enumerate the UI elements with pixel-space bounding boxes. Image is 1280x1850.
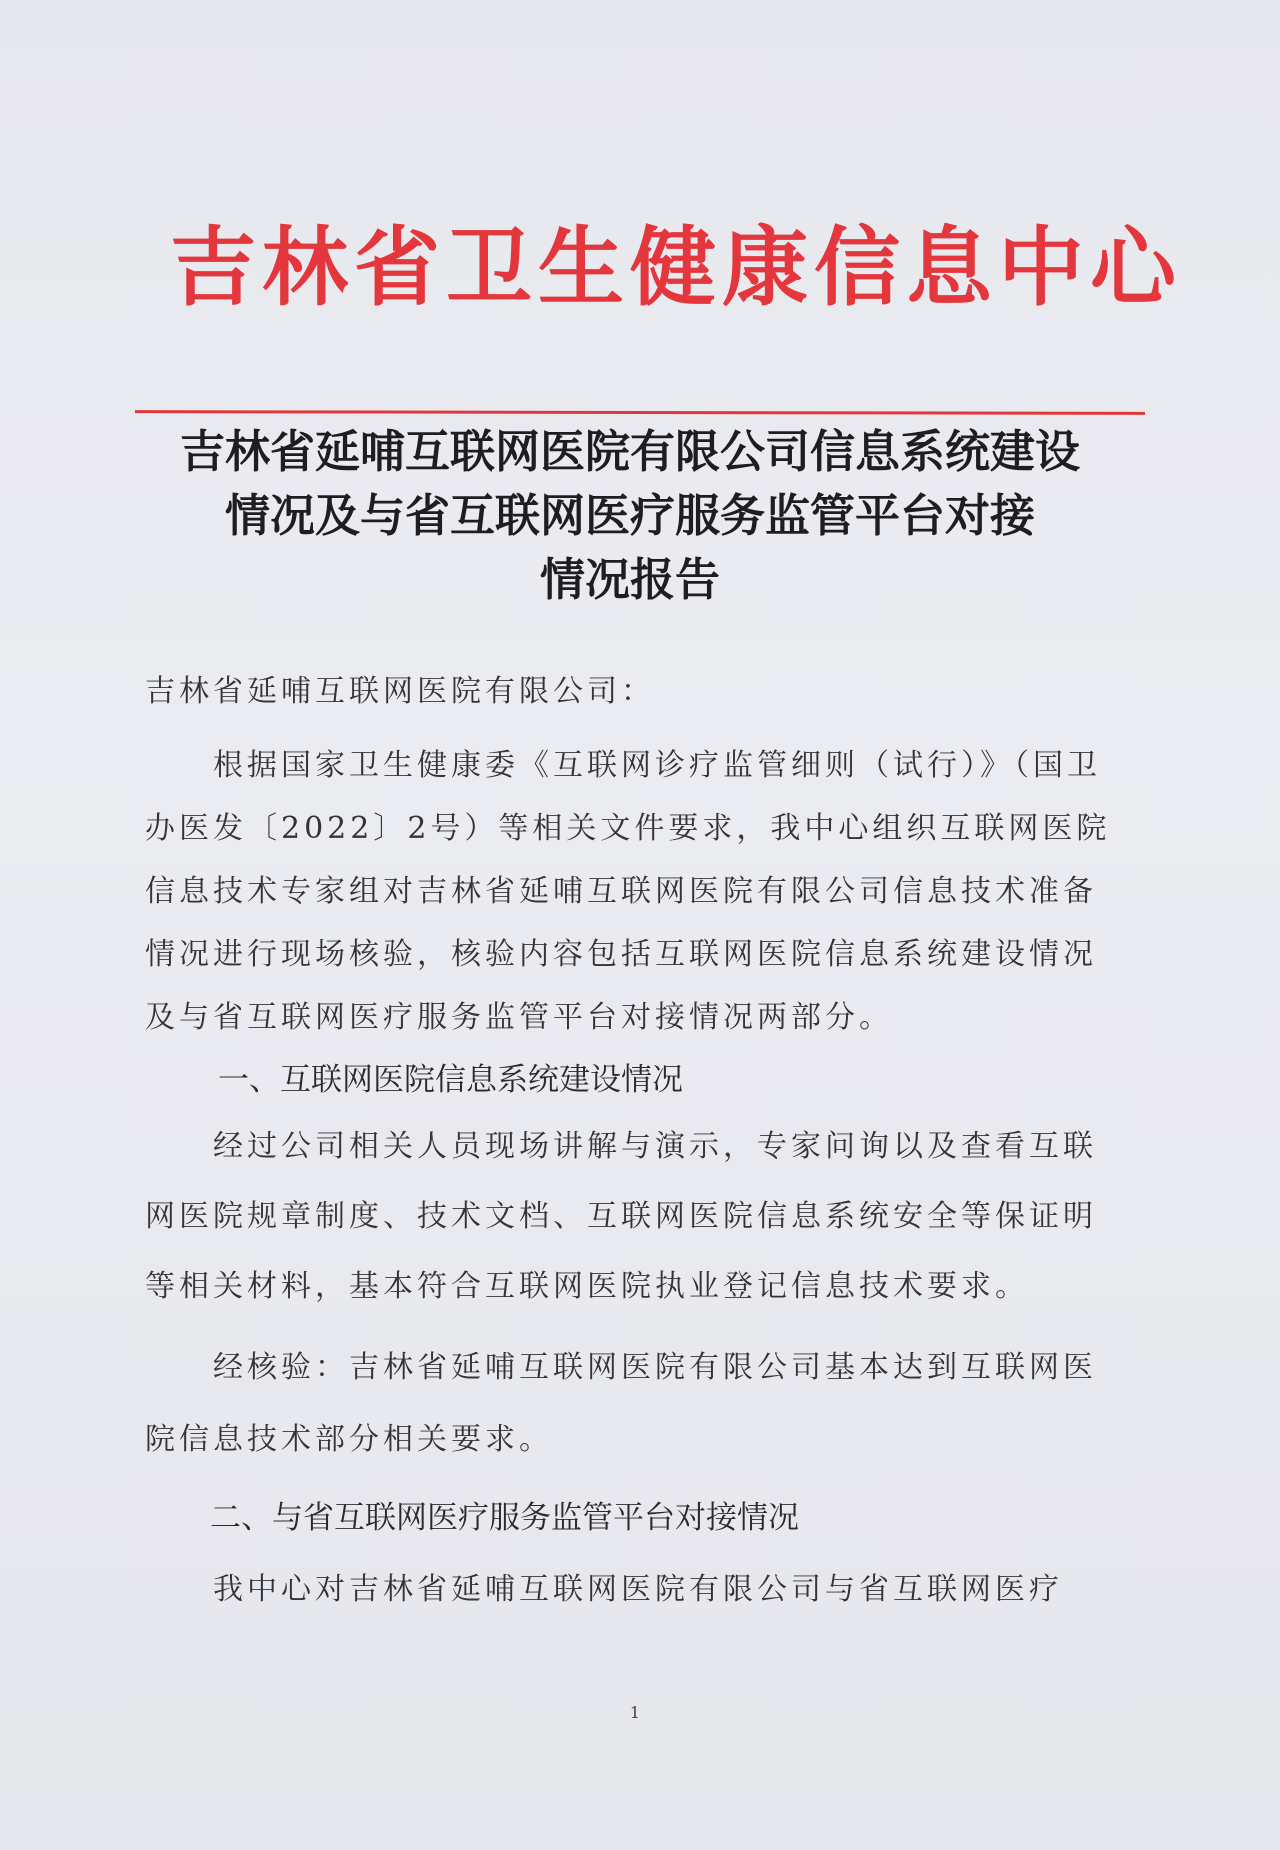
section-heading-2: 二、与省互联网医疗服务监管平台对接情况 <box>210 1500 799 1536</box>
salutation: 吉林省延哺互联网医院有限公司： <box>145 674 655 709</box>
page-number: 1 <box>629 1703 641 1722</box>
paragraph-section1-findings: 经过公司相关人员现场讲解与演示，专家问询以及查看互联网医院规章制度、技术文档、互联网医院信息系统安全等保证明等相关材料，基本符合互联网医院执业登记信息技术要求。 <box>145 1129 1097 1304</box>
letterhead-red-rule <box>135 410 1145 415</box>
title-line-2: 情况及与省互联网医疗服务监管平台对接 <box>224 489 1035 542</box>
letterhead-org-name: 吉林省卫生健康信息中心 <box>170 218 1182 318</box>
paragraph-section1-conclusion: 经核验：吉林省延哺互联网医院有限公司基本达到互联网医院信息技术部分相关要求。 <box>145 1350 1097 1457</box>
document-title <box>130 420 1130 612</box>
paragraph-section2-start: 我中心对吉林省延哺互联网医院有限公司与省互联网医疗 <box>213 1572 1063 1607</box>
title-line-3: 情况报告 <box>539 553 720 606</box>
section-heading-1: 一、互联网医院信息系统建设情况 <box>218 1062 683 1098</box>
title-line-1: 吉林省延哺互联网医院有限公司信息系统建设 <box>179 425 1080 478</box>
paragraph-intro: 根据国家卫生健康委《互联网诊疗监管细则（试行）》（国卫办医发〔2022〕2号）等相关文件要求，我中心组织互联网医院信息技术专家组对吉林省延哺互联网医院有限公司信息技术准备情况进行现场核验，核验内容包括互联网医院信息系统建设情况及与省互联网医疗服务监管平台对接情况两部分。 <box>145 748 1111 1035</box>
